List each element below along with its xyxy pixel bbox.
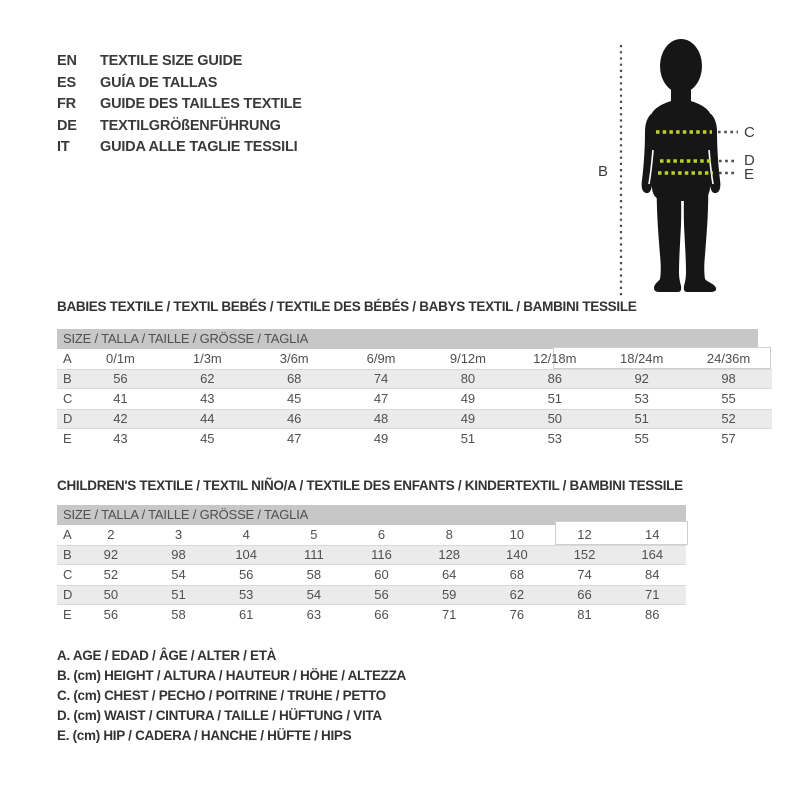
- language-code: FR: [57, 96, 76, 112]
- table-cell: 62: [509, 587, 525, 602]
- table-row: [57, 369, 772, 389]
- table-cell: 63: [306, 607, 322, 622]
- table-cell: 56: [374, 587, 389, 602]
- table-cell: 98: [721, 371, 736, 386]
- table-cell: 81: [577, 607, 592, 622]
- label-height: B: [598, 163, 609, 180]
- table-cell: 55: [634, 431, 649, 446]
- child-figure: [585, 28, 775, 308]
- table-cell: 42: [113, 411, 128, 426]
- label-waist: D: [744, 152, 755, 169]
- language-code: EN: [57, 53, 77, 69]
- table-cell: 51: [547, 391, 563, 406]
- table-cell: 98: [171, 547, 186, 562]
- language-title: GUIDA ALLE TAGLIE TESSILI: [100, 139, 298, 155]
- table-cell: 52: [103, 567, 119, 582]
- table-cell: 45: [200, 431, 215, 446]
- table-cell: 5: [310, 527, 318, 542]
- table-cell: 14: [644, 527, 660, 542]
- babies-section-title: BABIES TEXTILE / TEXTIL BEBÉS / TEXTILE DES BÉBÉS / BABYS TEXTIL / BAMBINI TESSILE: [57, 299, 637, 314]
- table-cell: 8: [445, 527, 453, 542]
- table-cell: 10: [509, 527, 525, 542]
- table-row: [57, 585, 686, 605]
- table-cell: 68: [509, 567, 525, 582]
- table-row: [57, 565, 686, 585]
- table-cell: 152: [573, 547, 596, 562]
- language-code: ES: [57, 74, 76, 91]
- table-cell: 66: [374, 607, 389, 622]
- table-cell: 76: [509, 607, 525, 622]
- row-label: A: [63, 351, 72, 366]
- row-label: E: [63, 607, 72, 622]
- table-cell: 53: [634, 391, 649, 406]
- babies-size-header-text: SIZE / TALLA / TAILLE / GRÖSSE / TAGLIA: [63, 331, 309, 346]
- children-table: [57, 525, 686, 625]
- table-cell: 50: [547, 411, 563, 426]
- table-cell: 58: [306, 567, 322, 582]
- table-cell: 51: [460, 431, 476, 446]
- table-cell: 49: [460, 411, 476, 426]
- table-cell: 60: [374, 567, 389, 582]
- table-cell: 51: [171, 587, 186, 602]
- table-cell: 12/18m: [533, 351, 577, 366]
- table-cell: 74: [577, 567, 592, 582]
- language-title: GUIDE DES TAILLES TEXTILE: [100, 96, 302, 112]
- table-row: [57, 545, 686, 565]
- table-cell: 116: [371, 547, 392, 562]
- table-cell: 12: [577, 527, 592, 542]
- table-cell: 56: [113, 371, 128, 386]
- legend-line: A. AGE / EDAD / ÂGE / ALTER / ETÀ: [57, 648, 277, 663]
- legend-line: D. (cm) WAIST / CINTURA / TAILLE / HÜFTUNG / VITA: [57, 708, 382, 723]
- child-silhouette-icon: [642, 39, 721, 292]
- language-row: [57, 137, 302, 159]
- table-cell: 92: [634, 371, 649, 386]
- row-label: C: [63, 567, 73, 582]
- label-hip: E: [744, 166, 755, 183]
- table-cell: 4: [242, 527, 250, 542]
- row-label: A: [63, 527, 72, 542]
- table-cell: 58: [171, 607, 186, 622]
- row-label: B: [63, 547, 72, 562]
- table-cell: 111: [303, 547, 324, 562]
- babies-size-header: [57, 329, 758, 349]
- table-cell: 84: [644, 567, 660, 582]
- legend-line: C. (cm) CHEST / PECHO / POITRINE / TRUHE / PETTO: [57, 688, 386, 703]
- table-cell: 24/36m: [706, 351, 751, 366]
- language-row: [57, 94, 302, 116]
- table-cell: 1/3m: [192, 351, 222, 366]
- children-section-title: CHILDREN'S TEXTILE / TEXTIL NIÑO/A / TEXTILE DES ENFANTS / KINDERTEXTIL / BAMBINI TESSILE: [57, 478, 683, 493]
- children-size-header-text: SIZE / TALLA / TAILLE / GRÖSSE / TAGLIA: [63, 507, 309, 522]
- table-cell: 46: [286, 411, 302, 426]
- row-label: D: [63, 411, 73, 426]
- table-row: [57, 429, 772, 449]
- babies-table: [57, 349, 772, 449]
- language-code: DE: [57, 117, 77, 134]
- measurement-legend: [57, 646, 406, 746]
- table-cell: 53: [547, 431, 563, 446]
- language-title: TEXTILGRÖßENFÜHRUNG: [100, 117, 281, 134]
- language-row: [57, 116, 302, 138]
- table-cell: 47: [286, 431, 302, 446]
- table-cell: 56: [103, 607, 119, 622]
- table-cell: 50: [103, 587, 119, 602]
- table-cell: 43: [113, 431, 128, 446]
- table-cell: 62: [200, 371, 215, 386]
- table-cell: 2: [107, 527, 115, 542]
- row-label: E: [63, 431, 72, 446]
- label-chest: C: [744, 124, 755, 141]
- table-cell: 68: [286, 371, 302, 386]
- table-cell: 54: [171, 567, 186, 582]
- row-label: B: [63, 371, 72, 386]
- table-cell: 71: [644, 587, 660, 602]
- table-cell: 128: [438, 547, 461, 562]
- table-cell: 59: [441, 587, 457, 602]
- table-cell: 92: [103, 547, 119, 562]
- table-cell: 57: [721, 431, 736, 446]
- table-cell: 47: [373, 391, 389, 406]
- language-row: [57, 73, 302, 95]
- table-cell: 43: [200, 391, 215, 406]
- table-cell: 74: [373, 371, 389, 386]
- table-row: [57, 349, 772, 369]
- language-header: [57, 51, 302, 159]
- table-cell: 3: [174, 527, 183, 542]
- table-cell: 61: [238, 607, 254, 622]
- table-row: [57, 525, 686, 545]
- table-cell: 9/12m: [449, 351, 486, 366]
- table-cell: 49: [373, 431, 389, 446]
- table-cell: 44: [200, 411, 215, 426]
- language-title: GUÍA DE TALLAS: [100, 74, 218, 91]
- table-cell: 45: [286, 391, 302, 406]
- language-title: TEXTILE SIZE GUIDE: [100, 53, 243, 69]
- table-cell: 86: [644, 607, 660, 622]
- table-cell: 164: [641, 547, 664, 562]
- legend-line: B. (cm) HEIGHT / ALTURA / HAUTEUR / HÖHE / ALTEZZA: [57, 668, 406, 683]
- table-row: [57, 409, 772, 429]
- table-cell: 6: [377, 527, 386, 542]
- table-cell: 18/24m: [620, 351, 664, 366]
- table-cell: 140: [506, 547, 528, 562]
- table-cell: 86: [547, 371, 563, 386]
- legend-line: E. (cm) HIP / CADERA / HANCHE / HÜFTE / HIPS: [57, 728, 352, 743]
- table-cell: 56: [238, 567, 254, 582]
- table-row: [57, 605, 686, 625]
- table-cell: 3/6m: [279, 351, 309, 366]
- table-cell: 48: [373, 411, 389, 426]
- table-cell: 71: [441, 607, 457, 622]
- table-cell: 6/9m: [366, 351, 396, 366]
- row-label: C: [63, 391, 73, 406]
- table-cell: 104: [235, 547, 258, 562]
- table-cell: 51: [634, 411, 649, 426]
- language-code: IT: [57, 139, 70, 155]
- row-label: D: [63, 587, 73, 602]
- table-cell: 55: [721, 391, 736, 406]
- table-cell: 53: [238, 587, 254, 602]
- table-cell: 64: [441, 567, 457, 582]
- table-cell: 54: [306, 587, 322, 602]
- table-cell: 80: [460, 371, 476, 386]
- table-cell: 0/1m: [105, 351, 135, 366]
- table-cell: 66: [577, 587, 592, 602]
- table-cell: 52: [721, 411, 736, 426]
- table-cell: 49: [460, 391, 476, 406]
- table-cell: 41: [113, 391, 128, 406]
- table-row: [57, 389, 772, 409]
- language-row: [57, 51, 302, 73]
